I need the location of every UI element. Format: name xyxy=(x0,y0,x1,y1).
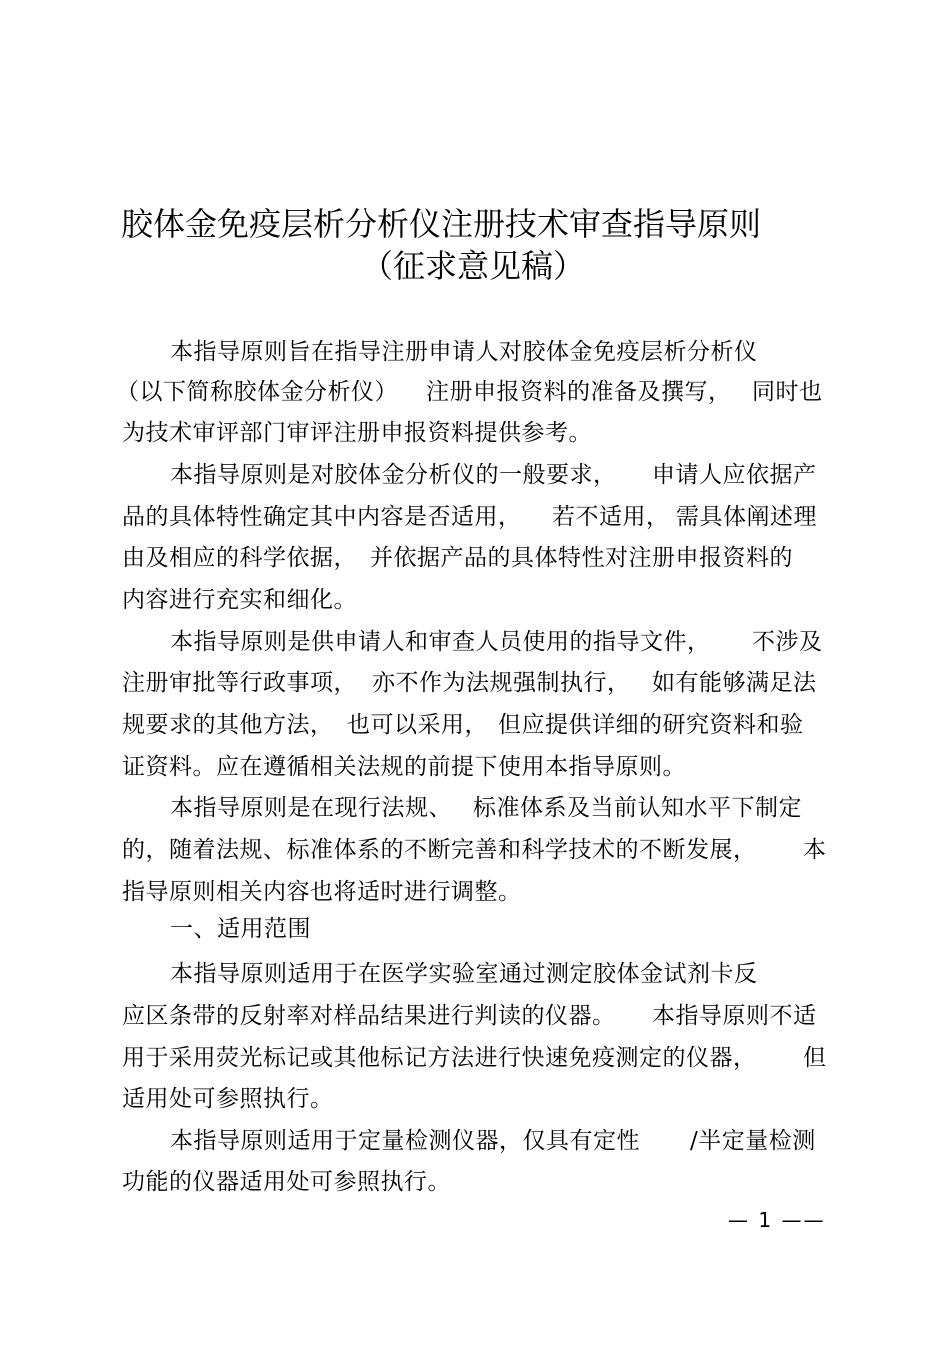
paragraph-3-line-2 xyxy=(0,668,950,698)
paragraph-5-line-3-part-a: 用于采用荧光标记或其他标记方法进行快速免疫测定的仪器， xyxy=(122,1045,757,1071)
paragraph-1-line-2-part-a: （以下简称胶体金分析仪） xyxy=(116,379,398,405)
paragraph-6-line-1 xyxy=(0,1126,950,1156)
paragraph-2-line-2 xyxy=(0,502,950,532)
paragraph-3-line-1-part-b: 不涉及 xyxy=(752,629,823,655)
paragraph-5-line-2-part-b: 本指导原则不适 xyxy=(652,1003,817,1029)
paragraph-2-line-3 xyxy=(0,543,950,573)
paragraph-6-line-1-part-a: 本指导原则适用于定量检测仪器，仅具有定性 xyxy=(170,1128,640,1154)
paragraph-1-line-2-part-c: 同时也 xyxy=(752,379,823,405)
page-number: — 1 —— xyxy=(728,1208,826,1232)
paragraph-3-line-3-part-b: 也可以采用， xyxy=(347,712,488,738)
paragraph-2-line-3-part-a: 由及相应的科学依据， xyxy=(122,545,357,571)
paragraph-6-line-1-part-b: /半定量检测 xyxy=(690,1128,816,1154)
paragraph-2-line-2-part-a: 品的具体特性确定其中内容是否适用， xyxy=(122,504,522,530)
paragraph-3-line-1 xyxy=(0,627,950,657)
document-subtitle: （征求意见稿） xyxy=(360,247,585,285)
paragraph-5-line-2 xyxy=(0,1001,950,1031)
paragraph-1-line-3: 为技术审评部门审评注册申报资料提供参考。 xyxy=(122,420,592,446)
paragraph-2-line-1-part-a: 本指导原则是对胶体金分析仪的一般要求， xyxy=(170,462,617,488)
paragraph-3-line-3-part-c: 但应提供详细的研究资料和验 xyxy=(498,712,804,738)
paragraph-1-line-2 xyxy=(0,377,950,407)
paragraph-4-line-3: 指导原则相关内容也将适时进行调整。 xyxy=(122,879,522,905)
paragraph-4-line-1-part-a: 本指导原则是在现行法规、 xyxy=(170,795,452,821)
paragraph-3-line-2-part-c: 如有能够满足法 xyxy=(652,670,817,696)
paragraph-5-line-3 xyxy=(0,1043,950,1073)
paragraph-2-line-4: 内容进行充实和细化。 xyxy=(122,587,357,613)
paragraph-2-line-1 xyxy=(0,460,950,490)
paragraph-3-line-2-part-b: 亦不作为法规强制执行， xyxy=(372,670,631,696)
paragraph-5-line-4: 适用处可参照执行。 xyxy=(122,1086,334,1112)
paragraph-4-line-1 xyxy=(0,793,950,823)
paragraph-3-line-3 xyxy=(0,710,950,740)
paragraph-5-line-1: 本指导原则适用于在医学实验室通过测定胶体金试剂卡反 xyxy=(170,961,758,987)
paragraph-4-line-2 xyxy=(0,835,950,865)
paragraph-4-line-1-part-b: 标准体系及当前认知水平下制定 xyxy=(473,795,802,821)
paragraph-1-line-1: 本指导原则旨在指导注册申请人对胶体金免疫层析分析仪 xyxy=(170,339,758,365)
paragraph-5-line-2-part-a: 应区条带的反射率对样品结果进行判读的仪器。 xyxy=(122,1003,616,1029)
section-heading-scope: 一、适用范围 xyxy=(170,916,311,942)
paragraph-3-line-2-part-a: 注册审批等行政事项， xyxy=(122,670,357,696)
paragraph-5-line-3-part-b: 但 xyxy=(803,1045,827,1071)
paragraph-2-line-1-part-b: 申请人应依据产 xyxy=(652,462,817,488)
paragraph-3-line-1-part-a: 本指导原则是供申请人和审查人员使用的指导文件， xyxy=(170,629,711,655)
paragraph-4-line-2-part-b: 本 xyxy=(803,837,827,863)
paragraph-3-line-4: 证资料。应在遵循相关法规的前提下使用本指导原则。 xyxy=(122,754,686,780)
paragraph-2-line-2-part-b: 若不适用， xyxy=(552,504,670,530)
paragraph-4-line-2-part-a: 的，随着法规、标准体系的不断完善和科学技术的不断发展， xyxy=(122,837,757,863)
paragraph-1-line-2-part-b: 注册申报资料的准备及撰写， xyxy=(426,379,732,405)
paragraph-6-line-2: 功能的仪器适用处可参照执行。 xyxy=(122,1169,451,1195)
paragraph-2-line-2-part-c: 需具体阐述理 xyxy=(676,504,817,530)
paragraph-3-line-3-part-a: 规要求的其他方法， xyxy=(122,712,334,738)
document-title: 胶体金免疫层析分析仪注册技术审查指导原则 xyxy=(120,205,761,243)
paragraph-2-line-3-part-b: 并依据产品的具体特性对注册申报资料的 xyxy=(370,545,793,571)
